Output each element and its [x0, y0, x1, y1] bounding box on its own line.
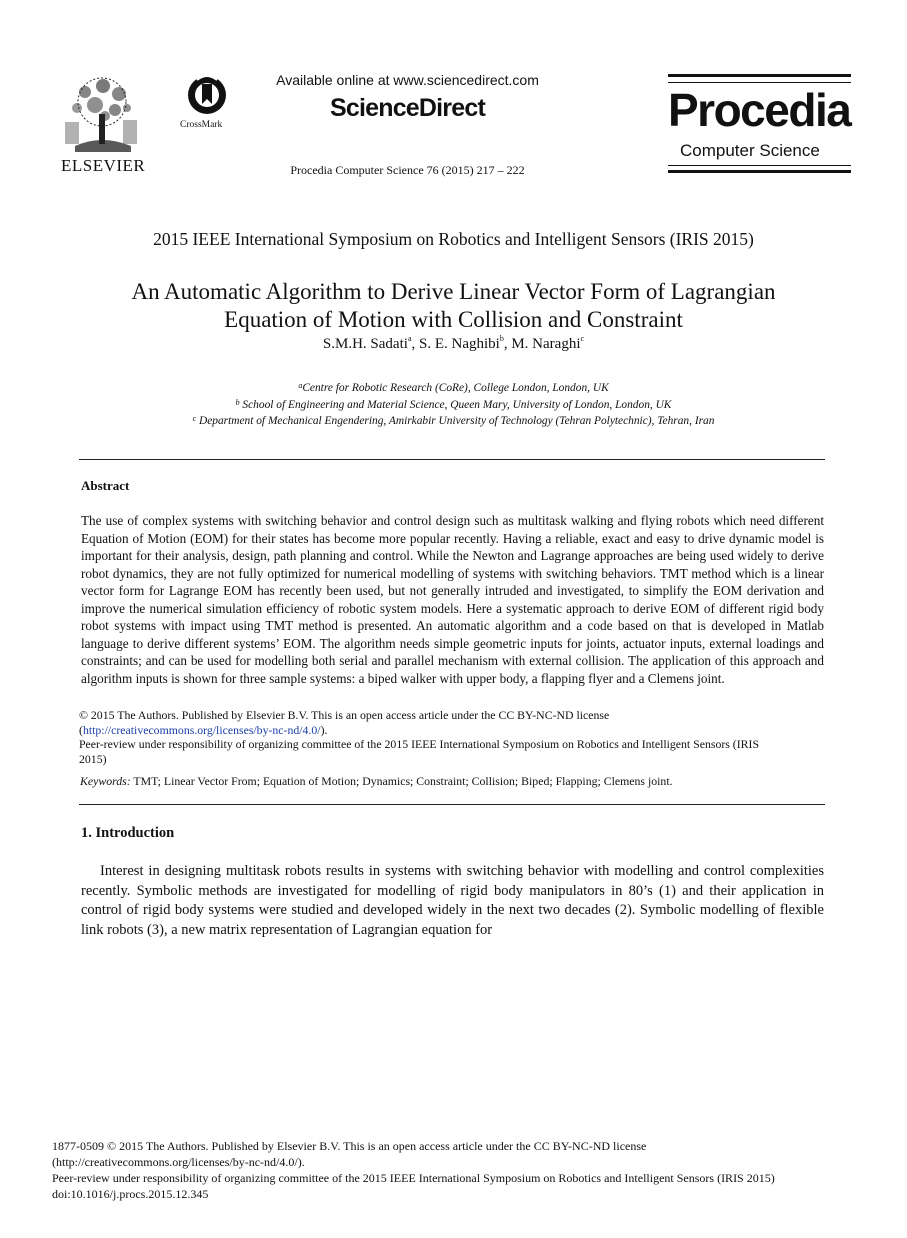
crossmark-badge[interactable]	[176, 74, 238, 134]
procedia-logo	[668, 74, 851, 174]
procedia-subtitle: Computer Science	[680, 141, 820, 160]
author-affil-sup: a	[407, 334, 412, 343]
affiliation-item	[0, 380, 907, 397]
affil-sup: c	[192, 414, 197, 423]
copyright-notice: © 2015 The Authors. Published by Elsevier B.V. This is an open access article under the CC BY-NC-ND license	[79, 708, 610, 722]
affil-text: Department of Mechanical Engendering, Amirkabir University of Technology (Tehran Polytechnic), Tehran, Iran	[196, 415, 715, 427]
header-center	[250, 72, 565, 178]
author-name: S. E. Naghibi	[419, 336, 500, 352]
crossmark-label: CrossMark	[180, 120, 223, 130]
section-heading-introduction: 1. Introduction	[81, 825, 175, 841]
journal-reference: Procedia Computer Science 76 (2015) 217 – 222	[290, 163, 525, 177]
author-affil-sup: b	[499, 334, 504, 343]
sciencedirect-logo[interactable]: ScienceDirect	[330, 94, 485, 122]
abstract-heading: Abstract	[81, 478, 130, 493]
author-separator: ,	[411, 336, 419, 352]
paper-title-line2: Equation of Motion with Collision and Constraint	[224, 307, 683, 332]
procedia-wordmark: Procedia	[668, 84, 851, 136]
paren-open: (	[79, 722, 83, 737]
keywords-list: TMT; Linear Vector From; Equation of Motion; Dynamics; Constraint; Collision; Biped; Flapping; Clemens joint.	[130, 774, 673, 788]
keywords-label: Keywords:	[80, 774, 131, 788]
affil-text: School of Engineering and Material Science, Queen Mary, University of London, London, UK	[239, 398, 672, 411]
footer-copyright: 1877-0509 © 2015 The Authors. Published by Elsevier B.V. This is an open access article under the CC BY-NC-ND license	[52, 1139, 647, 1153]
footer-peer-review: Peer-review under responsibility of organizing committee of the 2015 IEEE International Symposium on Robotics and Intelligent Sensors (IRIS 2015)	[52, 1171, 775, 1185]
author-separator: ,	[503, 336, 512, 352]
footer-license[interactable]: (http://creativecommons.org/licenses/by-nc-nd/4.0/).	[52, 1155, 305, 1169]
abstract-bottom-rule	[79, 804, 825, 805]
keywords	[80, 774, 825, 789]
license-line	[79, 723, 824, 738]
peer-review-note: Peer-review under responsibility of organizing committee of the 2015 IEEE International Symposium on Robotics and Intelligent Sensors (IRIS 2015)	[79, 737, 760, 766]
affiliations	[0, 380, 907, 430]
elsevier-logo	[55, 72, 150, 180]
affil-text: Centre for Robotic Research (CoRe), College London, London, UK	[302, 382, 609, 394]
paren-close: ).	[320, 722, 328, 737]
author-name: S.M.H. Sadati	[322, 336, 408, 352]
license-link[interactable]: http://creativecommons.org/licenses/by-nc-nd/4.0/	[82, 722, 321, 737]
affil-sup: b	[235, 397, 240, 407]
affil-sup: a	[298, 381, 303, 390]
procedia-bottom-rule	[668, 170, 851, 173]
elsevier-wordmark: ELSEVIER	[61, 156, 146, 175]
abstract-body: The use of complex systems with switching behavior and control design such as multitask walking and flying robots which need different Equation of Motion (EOM) for their states has become more popular recently. Having a reliable, exact and easy to drive dynamic model is important for their analysis, design, path planning and control. While the Newton and Lagrange approaches are being used widely to derive robot dynamics, they are not fully optimized for numerical modelling of systems with switching behaviors. TMT method which is a linear vector form for Lagrange EOM has recently been used, but not generally intruded and investigated, to simplify the EOM derivation and improve the numerical simulation efficiency of robotic system models. Here a systematic approach to derive EOM of different rigid body robot systems with impact using TMT method is presented. An automatic algorithm and a code based on that is developed in Matlab language to derive different systems’ EOM. The algorithm needs simple geometric inputs for joints, actuator inputs, external loadings and constraints; and can be used for modelling both serial and parallel mechanism with external collision. The application of this approach and algorithm inputs is shown for three sample systems: a biped walker with upper body, a flapping flyer and a Clemens joint.	[81, 513, 824, 686]
paper-title-line1: An Automatic Algorithm to Derive Linear Vector Form of Lagrangian	[131, 279, 776, 304]
conference-name: 2015 IEEE International Symposium on Robotics and Intelligent Sensors (IRIS 2015)	[153, 229, 754, 249]
author-list	[0, 336, 907, 353]
footer-notice	[52, 1138, 852, 1202]
author-affil-sup: c	[580, 334, 585, 343]
license-block	[79, 708, 824, 766]
procedia-bottom-rule-thin	[668, 165, 851, 166]
introduction-body: Interest in designing multitask robots results in systems with switching behavior with modelling and control complexities recently. Symbolic methods are investigated for modelling of rigid body manipulators in 80’s (1) and their application in control of rigid body systems were studied and developed widely in the next two decades (2). Symbolic modelling of flexible link robots (3), a new matrix representation of Lagrangian equation for	[81, 863, 824, 938]
crossmark-icon	[176, 74, 238, 120]
affiliation-item	[0, 413, 907, 430]
paper-title	[60, 278, 847, 334]
author-name: M. Naraghi	[511, 336, 581, 352]
affiliation-item	[0, 397, 907, 414]
available-online-text: Available online at www.sciencedirect.com	[276, 72, 539, 88]
procedia-top-rule-thin	[668, 82, 851, 83]
abstract-top-rule	[79, 459, 825, 460]
footer-doi[interactable]: doi:10.1016/j.procs.2015.12.345	[52, 1187, 209, 1201]
procedia-top-rule	[668, 74, 851, 77]
